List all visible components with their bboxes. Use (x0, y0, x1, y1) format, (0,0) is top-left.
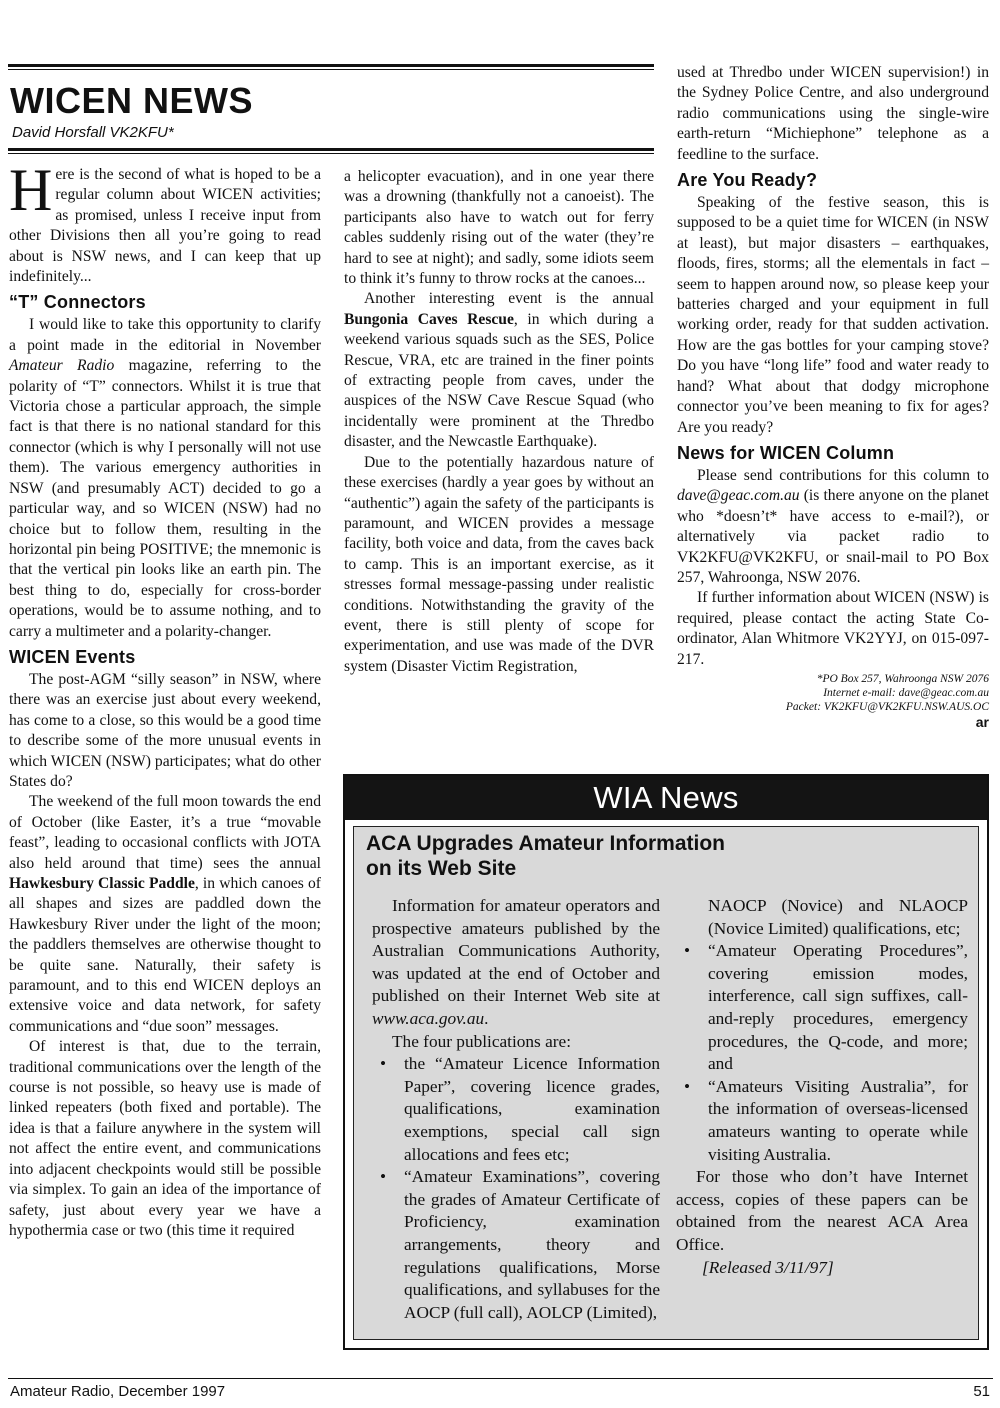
event-name: Hawkesbury Classic Paddle (9, 875, 195, 892)
column-1 (9, 157, 321, 1241)
bullet-item (372, 1053, 660, 1166)
wia-column-right (676, 895, 968, 1279)
address-line: *PO Box 257, Wahroonga NSW 2076 (816, 672, 989, 685)
text-span: magazine, referring to the polarity of “T” connectors. Whilst it is true that Victoria chose a particular approach, the simple fact is that there is no national standard for this connector (which is why I personally will not use them). The various emergency authorities in NSW (and presumably ACT) decided to go a particular way, and so WICEN (NSW) had no choice but to follow them, resulting in the horizontal pin being POSITIVE; the mnemonic is that the vertical pin looks like an earth pin. The best thing to do, especially for cross-border operations, would be to assume nothing, and to carry a multimeter and a polarity-changer. (9, 357, 321, 640)
bullet-icon: • (380, 1054, 387, 1074)
text-span: . (484, 1008, 489, 1028)
footer-rule (8, 1378, 993, 1379)
col2-paragraph-3: Due to the potentially hazardous nature of these exercises (hardly a year goes by without an “authentic”) again the safety of the participants is paramount, and WICEN provides a message facility, both voice and data, from the caves back to camp. This is an important exercise, as it stresses formal message-passing under realistic conditions. Notwithstanding the gravity of the event, there is still plenty of scope for experimentation, and use was made of the DVR system (Disaster Victim Registration, (344, 453, 654, 675)
wia-intro (372, 895, 660, 1031)
t-connectors-paragraph (9, 315, 321, 642)
headline-line: ACA Upgrades Amateur Information (366, 832, 725, 855)
event-name: Bungonia Caves Rescue (344, 310, 514, 328)
page-title: WICEN NEWS (10, 80, 253, 121)
address-block (677, 672, 989, 714)
bullet-item (372, 1166, 660, 1324)
wia-column-left (372, 895, 660, 1324)
end-mark: ar (975, 713, 989, 730)
news-paragraph-1 (677, 466, 989, 588)
byline: David Horsfall VK2KFU* (12, 124, 174, 141)
col3-paragraph-1: used at Thredbo under WICEN supervision!) in the Sydney Police Centre, and also underground radio communications using the single-wire earth-return “Michiephone” telephone as a feedline to the surface. (677, 64, 989, 163)
drop-cap: H (9, 157, 53, 223)
text-span: , in which canoes of all shapes and sizes are paddled down the Hawkesbury River under the light of the moon; the paddlers themselves are otherwise thought to be quite sane. Naturally, their safety is paramount, and to this end WICEN deploys an extensive voice and data network, for safety communications and “due soon” messages. (9, 875, 321, 1035)
footer-title: Amateur Radio, December 1997 (10, 1383, 226, 1400)
top-rule (8, 64, 654, 67)
text-span: Another interesting event is the annual (364, 290, 654, 308)
bullet-text: the “Amateur Licence Information Paper”, covering licence grades, qualifications, examination exemptions, special call sign allocations and fees etc; (404, 1054, 660, 1164)
bullet-text: “Amateur Operating Procedures”, covering emission modes, interference, call sign suffixes, call-and-reply procedures, emergency procedures, the Q-code, and more; and (708, 941, 968, 1074)
wia-four-pubs: The four publications are: (392, 1031, 571, 1051)
top-rule-thin (8, 69, 654, 70)
wia-news-banner (345, 776, 987, 820)
text-span: (is there anyone on the planet who *doesn’t* have access to e-mail?), or alternatively via packet radio to VK2KFU@VK2KFU, or snail-mail to PO Box 257, Wahroonga, NSW 2076. (677, 487, 989, 586)
email-link[interactable]: dave@geac.com.au (677, 487, 800, 505)
wia-inner-frame (353, 826, 979, 1340)
text-span: , in which during a weekend various squads such as the SES, Police Rescue, VRA, etc are trained in the finer points of extracting people from caves, under the auspices of the NSW Cave Rescue Squad (who incidentally were prominent at the Thredbo disaster, and the Newcastle Earthquake). (344, 310, 654, 451)
intro-text: ere is the second of what is hoped to be a regular column about WICEN activities; as promised, unless I receive input from other Divisions then all you’re going to read about is NSW news, and I can keep that up indefinitely... (9, 166, 321, 286)
wia-released: [Released 3/11/97] (702, 1257, 834, 1277)
intro-paragraph (9, 157, 321, 287)
header-rule-thin (8, 153, 654, 154)
bullet-item (676, 1076, 968, 1166)
text-span: Please send contributions for this column to (697, 466, 989, 484)
heading-are-you-ready: Are You Ready? (677, 170, 818, 191)
bullet-item (676, 940, 968, 1076)
bullet-spacer (676, 895, 708, 940)
web-link[interactable]: www.aca.gov.au (372, 1008, 485, 1028)
column-3 (677, 63, 989, 730)
bullet-icon: • (684, 941, 691, 961)
events-paragraph-2 (9, 792, 321, 1037)
bullet-icon: • (380, 1167, 387, 1187)
address-line: Packet: VK2KFU@VK2KFU.NSW.AUS.OC (785, 700, 989, 713)
bullet-text: “Amateurs Visiting Australia”, for the information of overseas-licensed amateurs wanting to operate while visiting Australia. (708, 1076, 968, 1164)
news-paragraph-2: If further information about WICEN (NSW) is required, please contact the acting State Co-ordinator, Alan Whitmore VK2YYJ, on 015-097-217. (677, 589, 989, 668)
bullet-continuation (676, 895, 968, 940)
magazine-name: Amateur Radio (9, 357, 115, 375)
wia-headline (366, 831, 725, 881)
text-span: Information for amateur operators and prospective amateurs published by the Australian Communications Authority, was updated at the end of October and published on their Internet Web site at (372, 896, 660, 1006)
heading-t-connectors: “T” Connectors (9, 292, 146, 313)
address-line: Internet e-mail: dave@geac.com.au (823, 686, 989, 699)
events-paragraph-3: Of interest is that, due to the terrain, traditional communications over the length of the course is not possible, so heavy use is made of linked repeaters (both fixed and portable). The idea is that a failure anywhere in the system will not affect the entire event, and communications into adjacent checkpoints would still be possible via simplex. To gain an idea of the importance of safety, just about every year we have a hypothermia case or two (this time it required (9, 1038, 321, 1239)
bullet-icon: • (684, 1076, 691, 1096)
wia-news-box (343, 774, 989, 1350)
wia-closing: For those who don’t have Internet access, copies of these papers can be obtained from the nearest ACA Area Office. (676, 1167, 968, 1254)
column-2 (344, 167, 654, 677)
ready-paragraph: Speaking of the festive season, this is supposed to be a quiet time for WICEN (in NSW at least), but major disasters – earthquakes, floods, fires, storms; all the elementals in fact – seem to happen around now, so please keep your batteries charged and your equipment in full working order, ready for that sudden activation. How are the gas bottles for your camping stove? Do you have “long life” food and water ready to hand? What about that dodgy microphone connector you’ve been meaning to fix for ages? Are you ready? (677, 194, 989, 436)
header-rule (8, 148, 654, 151)
bullet-text: “Amateur Examinations”, covering the grades of Amateur Certificate of Proficiency, examination arrangements, theory and regulations qualifications, Morse qualifications, and syllabuses for the AOCP (full call), AOLCP (Limited), (404, 1167, 660, 1322)
page-number: 51 (973, 1383, 990, 1400)
heading-news-for-wicen: News for WICEN Column (677, 442, 895, 463)
headline-line: on its Web Site (366, 857, 517, 880)
bullet-text: NAOCP (Novice) and NLAOCP (Novice Limited) qualifications, etc; (708, 896, 968, 938)
col2-paragraph-2 (344, 289, 654, 452)
col2-paragraph-1: a helicopter evacuation), and in one year there was a drowning (thankfully not a canoeist). The participants also have to watch out for ferry cables suddenly rising out of the water (they’re hard to see at night); and sadly, some idiots seem to think it’s funny to throw rocks at the canoes... (344, 168, 654, 288)
text-span: The weekend of the full moon towards the end of October (like Easter, it’s a true “movable feast”, leading to occasional conflicts with JOTA also held around that time) sees the annual (9, 793, 321, 872)
heading-wicen-events: WICEN Events (9, 646, 136, 667)
banner-title: WIA News (593, 780, 739, 815)
events-paragraph-1: The post-AGM “silly season” in NSW, where there was an exercise just about every weekend, has come to a close, so this would be a good time to describe some of the more unusual events in which WICEN (NSW) participates; what do other States do? (9, 670, 321, 790)
text-span: I would like to take this opportunity to clarify a point made in the editorial in November (9, 316, 321, 354)
